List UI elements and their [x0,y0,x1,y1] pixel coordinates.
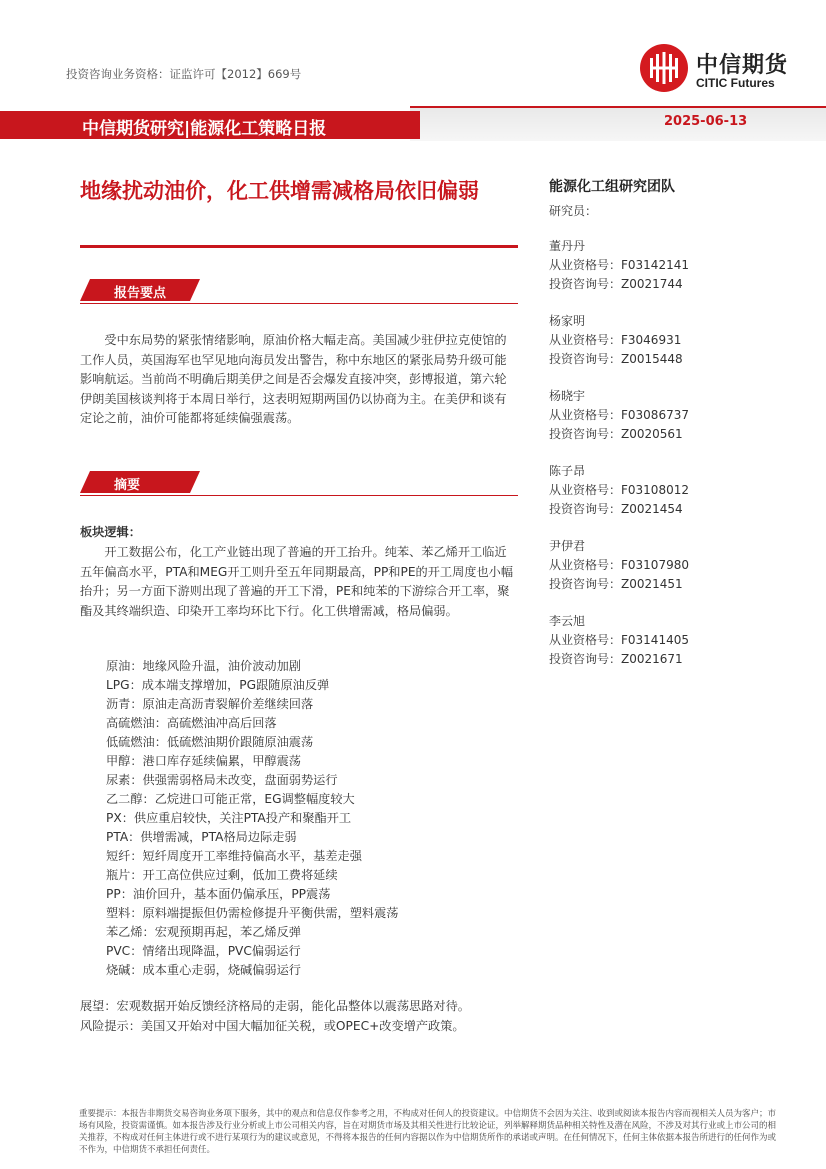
logo-chinese-name: 中信期货 [696,53,789,78]
license-text: 投资咨询业务资格：证监许可【2012】669号 [66,67,302,81]
commodity-item: 瓶片：开工高位供应过剩，低加工费将延续 [106,868,338,882]
analyst-entry [549,237,689,294]
analyst-entry [549,387,689,444]
commodity-item: 塑料：原料端提振但仍需检修提升平衡供需，塑料震荡 [106,906,399,920]
key-points-paragraph: 受中东局势的紧张情绪影响，原油价格大幅走高。美国减少驻伊拉克使馆的工作人员，英国海军也罕见地向海员发出警告，称中东地区的紧张局势升级可能影响航运。当前尚不明确后期美伊之间是否会爆发直接冲突，彭博报道，第六轮伊朗美国核谈判将于本周日举行，这表明短期两国仍以协商为主。在美伊和谈有定论之前，油价可能都将延续偏强震荡。 [80,333,507,425]
analyst-name: 杨家明 [549,314,586,328]
commodity-item: LPG：成本端支撑增加，PG跟随原油反弹 [106,678,330,692]
commodity-item: 低硫燃油：低硫燃油期价跟随原油震荡 [106,735,314,749]
analyst-cert-number: 从业资格号：F03141405 [549,633,689,647]
banner-right-panel [410,106,826,141]
section-key-points [80,279,520,301]
commodity-item: PP：油价回升，基本面仍偏承压，PP震荡 [106,887,331,901]
logic-heading: 板块逻辑： [80,525,141,539]
analyst-advisory-number: 投资咨询号：Z0015448 [549,352,683,366]
analyst-cert-number: 从业资格号：F03108012 [549,483,689,497]
commodity-item: 沥青：原油走高沥青裂解价差继续回落 [106,697,314,711]
citic-logo [640,44,810,98]
analyst-cert-number: 从业资格号：F03142141 [549,258,689,272]
analyst-advisory-number: 投资咨询号：Z0021744 [549,277,683,291]
team-title: 能源化工组研究团队 [549,179,675,195]
citic-emblem-icon [640,44,688,92]
analyst-entry [549,537,689,594]
commodity-item: 甲醇：港口库存延续偏累，甲醇震荡 [106,754,301,768]
analyst-name: 李云旭 [549,614,586,628]
commodity-item: 原油：地缘风险升温，油价波动加剧 [106,659,301,673]
analyst-cert-number: 从业资格号：F03086737 [549,408,689,422]
logo-english-name: CITIC Futures [696,76,775,90]
section-summary-label: 摘要 [114,478,141,493]
analyst-name: 杨晓宇 [549,389,586,403]
commodity-item: 乙二醇：乙烷进口可能正常，EG调整幅度较大 [106,792,355,806]
outlook-text: 展望：宏观数据开始反馈经济格局的走弱，能化品整体以震荡思路对待。 [80,999,470,1013]
commodity-item: PX：供应重启较快，关注PTA投产和聚酯开工 [106,811,352,825]
commodity-item: PVC：情绪出现降温，PVC偏弱运行 [106,944,301,958]
analyst-advisory-number: 投资咨询号：Z0020561 [549,427,683,441]
commodity-item: 高硫燃油：高硫燃油冲高后回落 [106,716,277,730]
report-banner [0,103,826,143]
analyst-entry [549,312,689,369]
commodity-list [106,657,399,980]
analyst-cert-number: 从业资格号：F3046931 [549,333,682,347]
section-divider [80,303,518,304]
section-summary [80,471,520,493]
commodity-item: 苯乙烯：宏观预期再起，苯乙烯反弹 [106,925,301,939]
analyst-entry [549,462,689,519]
risk-text: 风险提示：美国又开始对中国大幅加征关税，或OPEC+改变增产政策。 [80,1019,465,1033]
analyst-advisory-number: 投资咨询号：Z0021454 [549,502,683,516]
analyst-advisory-number: 投资咨询号：Z0021451 [549,577,683,591]
headline-underline [80,245,518,248]
analyst-entry [549,612,689,669]
commodity-item: 烧碱：成本重心走弱，烧碱偏弱运行 [106,963,301,977]
commodity-item: 尿素：供强需弱格局未改变，盘面弱势运行 [106,773,338,787]
analyst-name: 尹伊君 [549,539,586,553]
analyst-advisory-number: 投资咨询号：Z0021671 [549,652,683,666]
logic-paragraph: 开工数据公布，化工产业链出现了普遍的开工抬升。纯苯、苯乙烯开工临近五年偏高水平，PTA和MEG开工则升至五年同期最高，PP和PE的开工周度也小幅抬升；另一方面下游则出现了普遍的开工下滑，PE和纯苯的下游综合开工率，聚酯及其终端织造、印染开工率均环比下行。化工供增需减，格局偏弱。 [80,545,514,618]
report-series-title: 中信期货研究|能源化工策略日报 [82,119,327,139]
commodity-item: 短纤：短纤周度开工率维持偏高水平，基差走强 [106,849,362,863]
team-subtitle: 研究员： [549,204,598,218]
report-headline: 地缘扰动油价，化工供增需减格局依旧偏弱 [80,179,479,203]
section-divider [80,495,518,496]
analyst-list [549,237,689,687]
disclaimer: 重要提示：本报告非期货交易咨询业务项下服务，其中的观点和信息仅作参考之用，不构成对任何人的投资建议。中信期货不会因为关注、收到或阅读本报告内容而视相关人员为客户；市场有风险，投资需谨慎。如本报告涉及行业分析或上市公司相关内容，旨在对期货市场及其相关性进行比较论证，列举解释期货品种相关特性及潜在风险，不涉及对其行业或上市公司的相关推荐，不构成对任何主体进行或不进行某项行为的建议或意见，不得将本报告的任何内容据以作为中信期货所作的承诺或声明。在任何情况下，任何主体依据本报告所进行的任何作为或不作为，中信期货不承担任何责任。 [79,1109,777,1155]
commodity-item: PTA：供增需减，PTA格局边际走弱 [106,830,297,844]
section-key-points-label: 报告要点 [114,286,167,301]
analyst-cert-number: 从业资格号：F03107980 [549,558,689,572]
analyst-name: 董丹丹 [549,239,586,253]
analyst-name: 陈子昂 [549,464,586,478]
report-date: 2025-06-13 [664,114,748,129]
